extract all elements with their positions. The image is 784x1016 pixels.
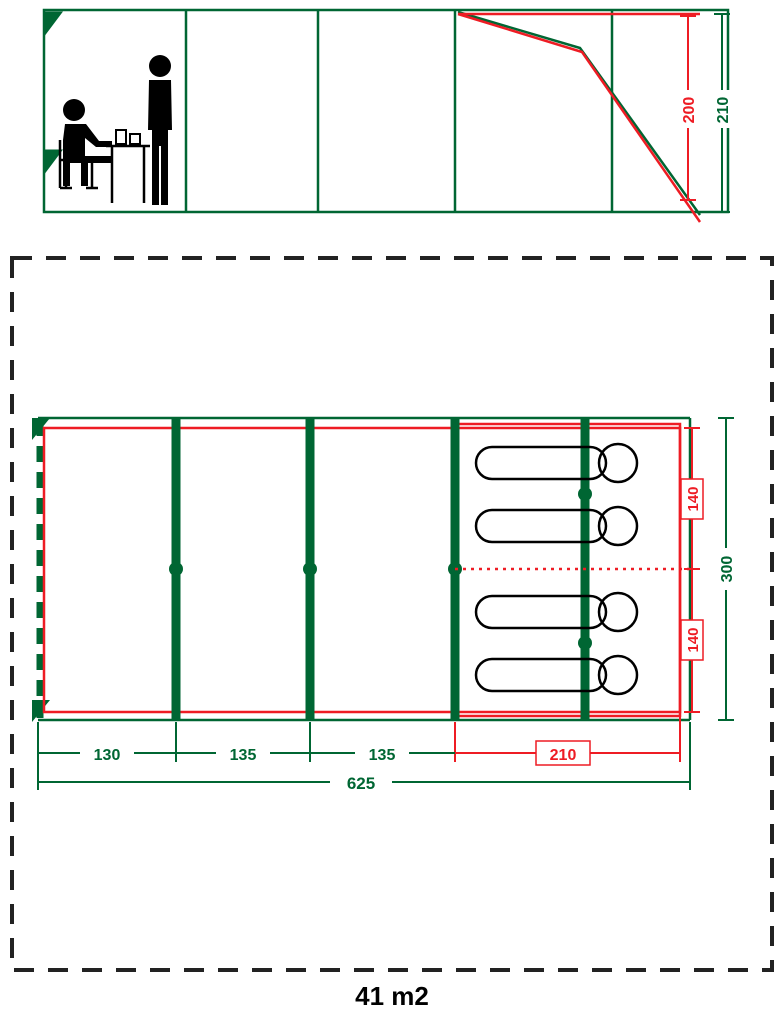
dimension-210-label: 210 <box>549 747 577 764</box>
footprint-boundary <box>12 258 772 970</box>
table-icon <box>106 146 150 203</box>
berth-4 <box>476 656 637 694</box>
dimension-plan-300 <box>716 418 736 720</box>
dimension-side-200 <box>678 16 698 200</box>
berth-3 <box>476 593 637 631</box>
side-elevation <box>44 10 732 222</box>
side-figures <box>60 55 172 205</box>
dimension-side-210-label: 210 <box>715 96 732 124</box>
plan-sleeping-berths <box>476 444 637 694</box>
cups-icon <box>116 130 140 144</box>
standing-person-icon <box>148 55 172 205</box>
dimension-plan-140-lower <box>681 569 703 712</box>
side-red-outline <box>458 14 700 222</box>
berth-1 <box>476 444 637 482</box>
dimension-side-200-label: 200 <box>681 96 698 124</box>
dimension-chain-widths <box>38 714 690 794</box>
plan-pole-bands <box>176 418 585 720</box>
seated-person-icon <box>63 99 112 186</box>
dimension-625-label: 625 <box>346 774 376 793</box>
berth-2 <box>476 507 637 545</box>
dimension-plan-300-label: 300 <box>719 555 736 583</box>
dimension-130-label: 130 <box>93 747 121 764</box>
area-label: 41 m2 <box>355 981 429 1011</box>
dimension-plan-140-upper <box>681 428 703 569</box>
dimension-plan-140-upper-label: 140 <box>685 486 702 512</box>
plan-left-door-flaps <box>32 418 50 722</box>
dimension-135a-label: 135 <box>229 747 257 764</box>
floor-plan <box>32 418 736 794</box>
dimension-plan-140-lower-label: 140 <box>685 627 702 653</box>
dimension-135b-label: 135 <box>368 747 396 764</box>
